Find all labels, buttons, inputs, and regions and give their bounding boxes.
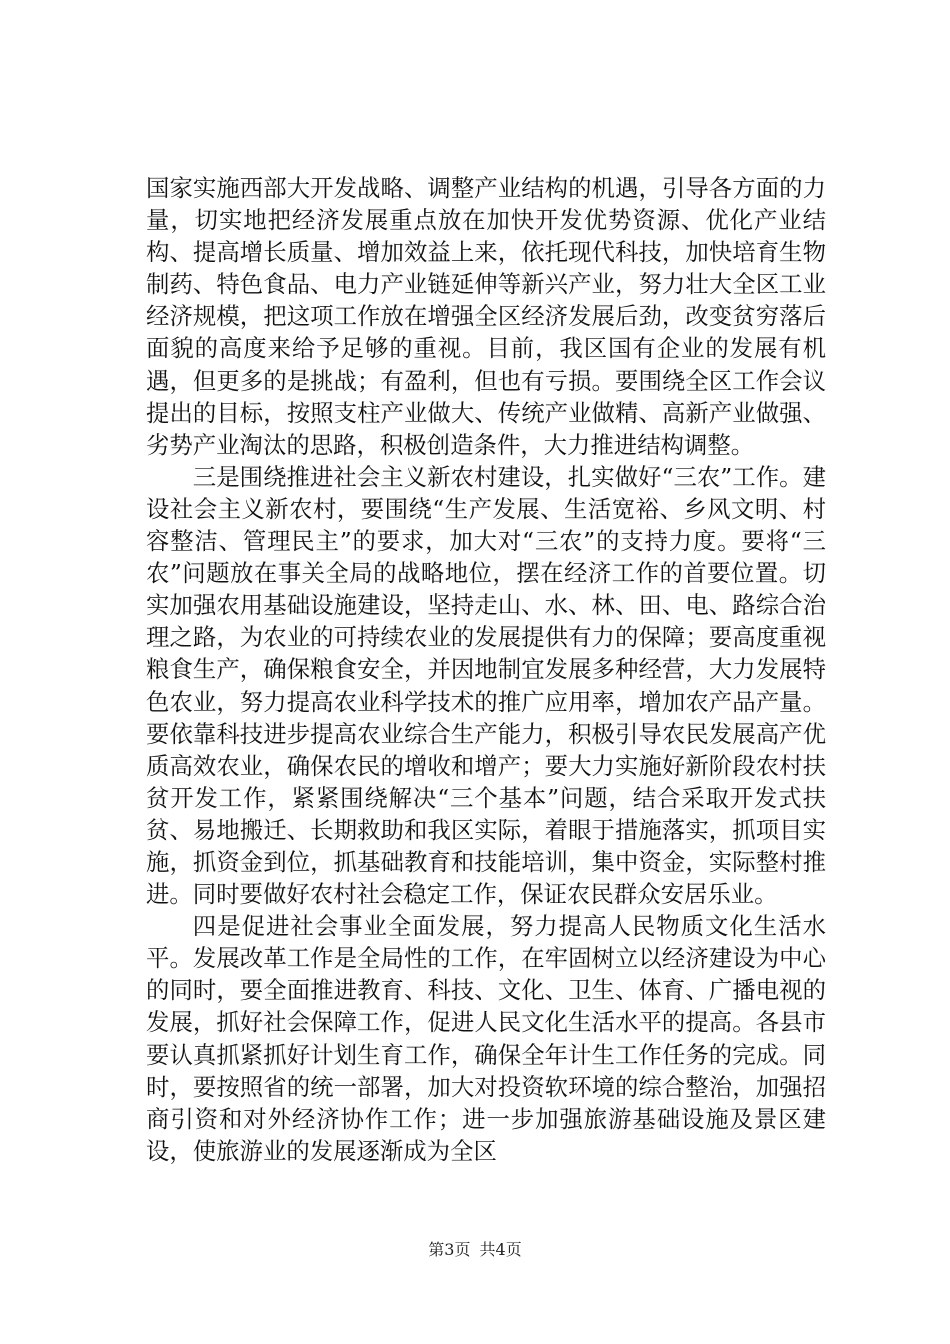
paragraph-2: 三是围绕推进社会主义新农村建设，扎实做好“三农”工作。建设社会主义新农村，要围绕“生产发展、生活宽裕、乡风文明、村容整洁、管理民主”的要求，加大对“三农”的支持力度。要将“三农”问题放在事关全局的战略地位，摆在经济工作的首要位置。切实加强农用基础设施建设，坚持走山、水、林、田、电、路综合治理之路，为农业的可持续农业的发展提供有力的保障；要高度重视粮食生产，确保粮食安全，并因地制宜发展多种经营，大力发展特色农业，努力提高农业科学技术的推广应用率，增加农产品产量。要依靠科技进步提高农业综合生产能力，积极引导农民发展高产优质高效农业，确保农民的增收和增产；要大力实施好新阶段农村扶贫开发工作，紧紧围绕解决“三个基本”问题，结合采取开发式扶贫、易地搬迁、长期救助和我区实际，着眼于措施落实，抓项目实施，抓资金到位，抓基础教育和技能培训，集中资金，实际整村推进。同时要做好农村社会稳定工作，保证农民群众安居乐业。	[146, 462, 826, 909]
page-total: 共4页	[479, 1240, 522, 1259]
paragraph-1: 国家实施西部大开发战略、调整产业结构的机遇，引导各方面的力量，切实地把经济发展重点放在加快开发优势资源、优化产业结构、提高增长质量、增加效益上来，依托现代科技，加快培育生物制药、特色食品、电力产业链延伸等新兴产业，努力壮大全区工业经济规模，把这项工作放在增强全区经济发展后劲，改变贫穷落后面貌的高度来给予足够的重视。目前，我区国有企业的发展有机遇，但更多的是挑战；有盈利，但也有亏损。要围绕全区工作会议提出的目标，按照支柱产业做大、传统产业做精、高新产业做强、劣势产业淘汰的思路，积极创造条件，大力推进结构调整。	[146, 174, 826, 459]
page-footer	[0, 1240, 950, 1260]
page-number: 第3页	[428, 1240, 471, 1259]
paragraph-3: 四是促进社会事业全面发展，努力提高人民物质文化生活水平。发展改革工作是全局性的工作，在牢固树立以经济建设为中心的同时，要全面推进教育、科技、文化、卫生、体育、广播电视的发展，抓好社会保障工作，促进人民文化生活水平的提高。各县市要认真抓紧抓好计划生育工作，确保全年计生工作任务的完成。同时，要按照省的统一部署，加大对投资软环境的综合整治，加强招商引资和对外经济协作工作；进一步加强旅游基础设施及景区建设，使旅游业的发展逐渐成为全区	[146, 912, 826, 1165]
document-body	[146, 172, 826, 1167]
